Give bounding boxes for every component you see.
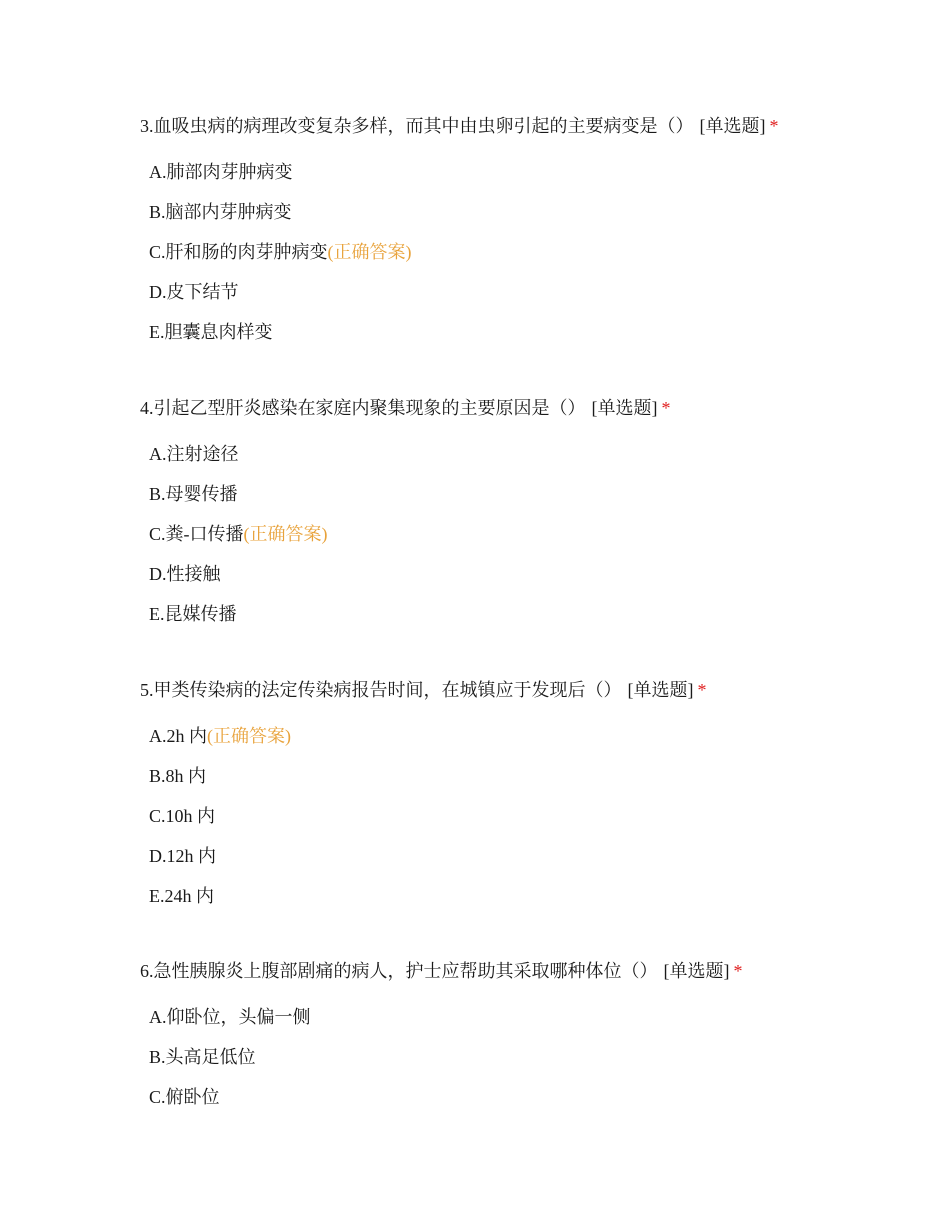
option-text: D.性接触 [149,564,221,584]
question-text: 6.急性胰腺炎上腹部剧痛的病人，护士应帮助其采取哪种体位（） [140,961,658,981]
question-type-label: [单选题] [699,116,766,136]
option-list [140,723,920,909]
required-mark: * [661,398,671,418]
question-title [140,113,920,139]
question-6 [140,958,920,1124]
option-text: D.皮下结节 [149,282,239,302]
option-text: C.10h 内 [149,806,216,826]
option-c[interactable] [149,803,920,829]
question-5 [140,677,920,923]
correct-answer-label: (正确答案) [207,726,291,746]
option-text: B.头高足低位 [149,1047,256,1067]
option-text: E.24h 内 [149,886,214,906]
option-b[interactable] [149,481,920,507]
option-c[interactable] [149,1084,920,1110]
required-mark: * [733,961,743,981]
question-text: 3.血吸虫病的病理改变复杂多样，而其中由虫卵引起的主要病变是（） [140,116,694,136]
question-title [140,395,920,421]
question-title [140,958,920,984]
question-title [140,677,920,703]
option-b[interactable] [149,199,920,225]
correct-answer-label: (正确答案) [327,242,412,262]
option-a[interactable] [149,441,920,467]
option-d[interactable] [149,561,920,587]
option-d[interactable] [149,279,920,305]
option-e[interactable] [149,319,920,345]
question-type-label: [单选题] [591,398,658,418]
option-list [140,159,920,345]
option-text: A.仰卧位，头偏一侧 [149,1007,311,1027]
option-list [140,441,920,627]
option-text: B.母婴传播 [149,484,238,504]
option-text: A.肺部肉芽肿病变 [149,162,293,182]
option-text: A.注射途径 [149,444,239,464]
option-a[interactable] [149,723,920,749]
option-b[interactable] [149,763,920,789]
option-a[interactable] [149,159,920,185]
option-text: A.2h 内 [149,726,207,746]
correct-answer-label: (正确答案) [243,524,328,544]
question-type-label: [单选题] [627,680,694,700]
option-a[interactable] [149,1004,920,1030]
question-type-label: [单选题] [663,961,730,981]
option-text: E.胆囊息肉样变 [149,322,273,342]
option-text: C.粪-口传播 [149,524,244,544]
option-text: B.脑部内芽肿病变 [149,202,292,222]
option-text: E.昆媒传播 [149,604,237,624]
option-b[interactable] [149,1044,920,1070]
option-text: C.肝和肠的肉芽肿病变 [149,242,328,262]
option-c[interactable] [149,239,920,265]
option-c[interactable] [149,521,920,547]
option-d[interactable] [149,843,920,869]
required-mark: * [697,680,707,700]
question-text: 5.甲类传染病的法定传染病报告时间，在城镇应于发现后（） [140,680,622,700]
option-e[interactable] [149,883,920,909]
question-4 [140,395,920,641]
question-3 [140,113,920,359]
option-text: B.8h 内 [149,766,207,786]
option-text: D.12h 内 [149,846,216,866]
question-text: 4.引起乙型肝炎感染在家庭内聚集现象的主要原因是（） [140,398,586,418]
option-e[interactable] [149,601,920,627]
option-list [140,1004,920,1110]
option-text: C.俯卧位 [149,1087,220,1107]
required-mark: * [769,116,779,136]
